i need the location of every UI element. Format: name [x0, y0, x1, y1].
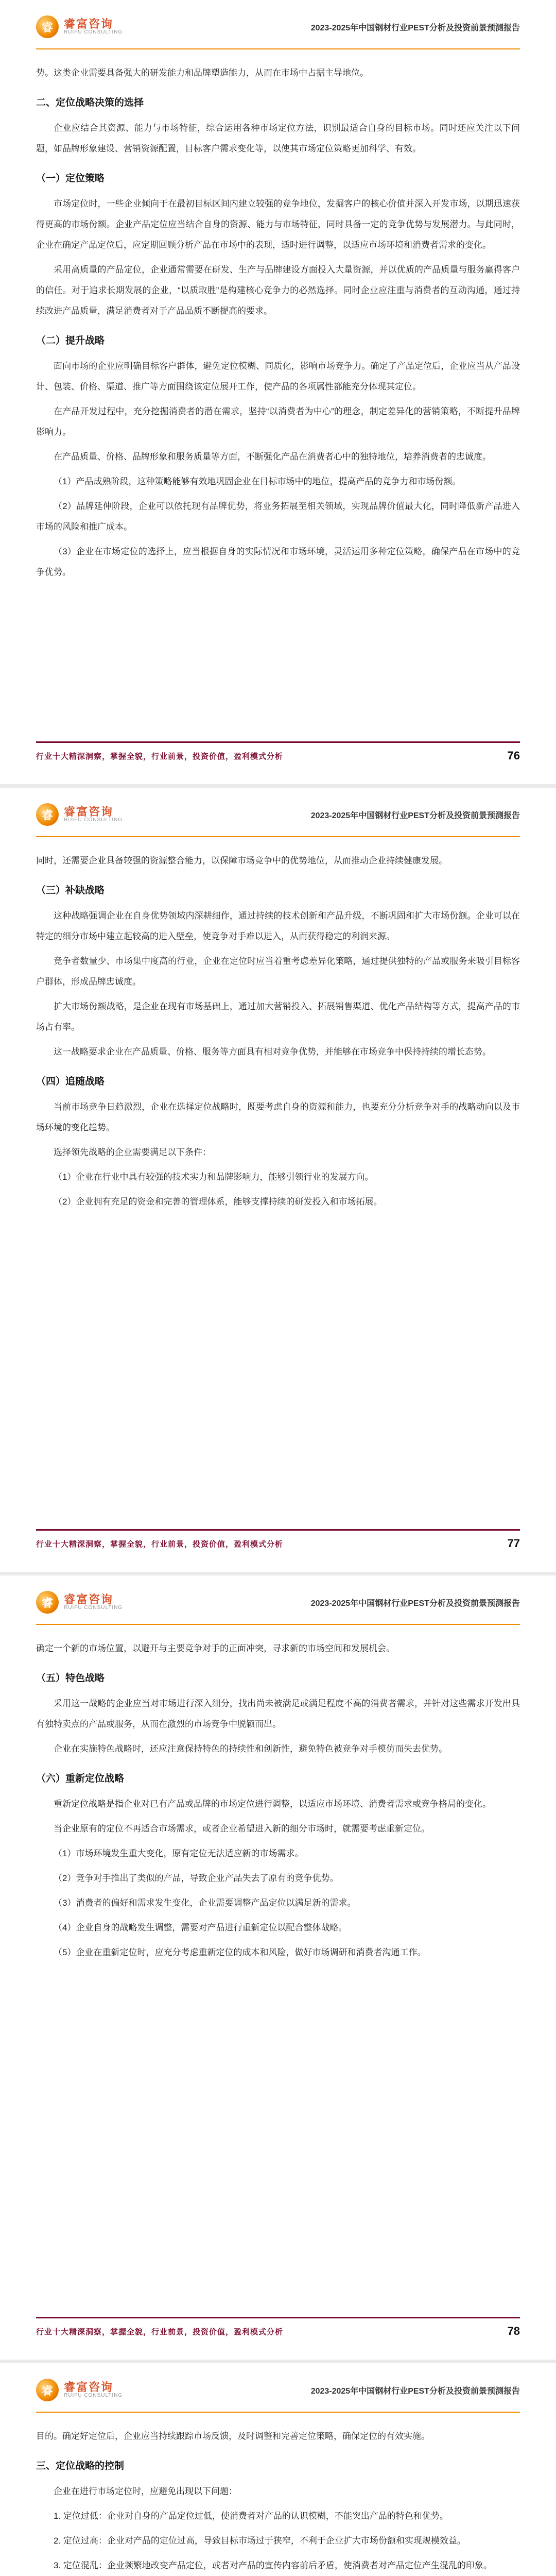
logo-icon: 睿 [36, 2379, 59, 2401]
paragraph: （5）企业在重新定位时，应充分考虑重新定位的成本和风险，做好市场调研和消费者沟通工作。 [54, 1947, 426, 1957]
paragraph: 势。这类企业需要具备强大的研发能力和品牌塑造能力，从而在市场中占据主导地位。 [36, 68, 369, 78]
logo-icon: 睿 [36, 15, 59, 38]
paragraph: 重新定位战略是指企业对已有产品或品牌的市场定位进行调整，以适应市场环境、消费者需求或竞争格局的变化。 [54, 1799, 491, 1809]
company-logo [36, 1591, 123, 1614]
paragraph: 扩大市场份额战略，是企业在现有市场基础上，通过加大营销投入、拓展销售渠道、优化产品结构等方式，提高产品的市场占有率。 [36, 1002, 520, 1032]
paragraph: 当前市场竞争日趋激烈，企业在选择定位战略时，既要考虑自身的资源和能力，也要充分分析竞争对手的战略动向以及市场环境的变化趋势。 [36, 1102, 520, 1132]
page-body [36, 2426, 520, 2576]
report-page [0, 1575, 556, 2360]
paragraph: （3）消费者的偏好和需求发生变化，企业需要调整产品定位以满足新的需求。 [54, 1898, 356, 1908]
paragraph: 企业应结合其资源、能力与市场特征，综合运用各种市场定位方法，识别最适合自身的目标市场。同时还应关注以下问题，如品牌形象建设、营销资源配置，目标客户需求变化等，以使其市场定位策略更加科学、有效。 [36, 123, 520, 154]
page-header [36, 0, 520, 43]
report-title: 2023-2025年中国钢材行业PEST分析及投资前景预测报告 [310, 811, 520, 820]
report-page [0, 788, 556, 1572]
paragraph: 选择领先战略的企业需要满足以下条件： [54, 1147, 211, 1157]
paragraph: 在产品开发过程中，充分挖掘消费者的潜在需求，坚持“以消费者为中心”的理念，制定差异化的营销策略，不断提升品牌影响力。 [36, 406, 520, 437]
paragraph: （3）企业在市场定位的选择上，应当根据自身的实际情况和市场环境，灵活运用多种定位策略，确保产品在市场中的竞争优势。 [36, 547, 520, 577]
paragraph: 企业在进行市场定位时，应避免出现以下问题： [54, 2486, 237, 2496]
page-body [36, 63, 520, 583]
header-divider [36, 1624, 520, 1625]
logo-subtitle: RUIFU CONSULTING [64, 817, 123, 823]
paragraph: 采用高质量的产品定位，企业通常需要在研发、生产与品牌建设方面投入大量资源，并以优质的产品质量与服务赢得客户的信任。对于追求长期发展的企业，“以质取胜”是构建核心竞争力的必然选择。同时企业应注重与消费者的互动沟通，通过持续改进产品质量，满足消费者对于产品品质不断提高的要求。 [36, 265, 520, 316]
section-heading: （三）补缺战略 [36, 885, 105, 896]
paragraph: 企业在实施特色战略时，还应注意保持特色的持续性和创新性，避免特色被竞争对手模仿而失去优势。 [54, 1744, 447, 1754]
report-title: 2023-2025年中国钢材行业PEST分析及投资前景预测报告 [310, 23, 520, 32]
paragraph: 采用这一战略的企业应当对市场进行深入细分，找出尚未被满足或满足程度不高的消费者需求，并针对这些需求开发出具有独特卖点的产品或服务，从而在激烈的市场竞争中脱颖而出。 [36, 1699, 520, 1729]
paragraph: 市场定位时，一些企业倾向于在最初目标区间内建立较强的竞争地位，发掘客户的核心价值并深入开发市场，以期迅速获得更高的市场份额。企业产品定位应当结合自身的资源、能力与市场特征，同时具备一定的竞争优势与发展潜力。与此同时，企业在确定产品定位后，应定期回顾分析产品在市场中的表现，适时进行调整，以适应市场环境和消费者需求的变化。 [36, 199, 520, 250]
footer-slogan: 行业十大精深洞察，掌握全貌，行业前景，投资价值，盈利模式分析 [36, 2327, 284, 2336]
page-number: 78 [507, 2325, 520, 2337]
page-separator [0, 1572, 556, 1575]
logo-name: 睿富咨询 [64, 1593, 114, 1606]
page-body [36, 1638, 520, 1963]
section-heading: （五）特色战略 [36, 1673, 105, 1684]
report-page [0, 2363, 556, 2576]
section-heading: （六）重新定位战略 [36, 1773, 125, 1784]
report-page [0, 0, 556, 784]
section-heading: （一）定位策略 [36, 173, 105, 184]
paragraph: 这一战略要求企业在产品质量、价格、服务等方面具有相对竞争优势，并能够在市场竞争中保持持续的增长态势。 [54, 1047, 491, 1057]
paragraph: （1）企业在行业中具有较强的技术实力和品牌影响力，能够引领行业的发展方向。 [54, 1172, 374, 1182]
page-number: 77 [507, 1537, 520, 1550]
footer-slogan: 行业十大精深洞察，掌握全貌，行业前景，投资价值，盈利模式分析 [36, 752, 284, 761]
page-separator [0, 2360, 556, 2363]
page-number: 76 [507, 749, 520, 762]
paragraph: 面向市场的企业应明确目标客户群体，避免定位模糊、同质化，影响市场竞争力。确定了产品定位后，企业应当从产品设计、包装、价格、渠道、推广等方面围绕该定位展开工作，使产品的各项属性都能充分体现其定位。 [36, 361, 520, 392]
section-heading: 三、定位战略的控制 [36, 2461, 125, 2471]
logo-name: 睿富咨询 [64, 18, 114, 31]
logo-icon: 睿 [36, 1591, 59, 1614]
paragraph: （2）品牌延伸阶段，企业可以依托现有品牌优势，将业务拓展至相关领域，实现品牌价值最大化，同时降低新产品进入市场的风险和推广成本。 [36, 501, 520, 532]
page-footer [36, 2317, 520, 2338]
logo-subtitle: RUIFU CONSULTING [64, 29, 123, 36]
logo-subtitle: RUIFU CONSULTING [64, 1605, 123, 1611]
paragraph: 2. 定位过高：企业对产品的定位过高，导致目标市场过于狭窄，不利于企业扩大市场份额和实现规模效益。 [54, 2536, 466, 2546]
paragraph: （1）产品成熟阶段，这种策略能够有效地巩固企业在目标市场中的地位，提高产品的竞争力和市场份额。 [54, 477, 461, 486]
paragraph: 在产品质量、价格、品牌形象和服务质量等方面，不断强化产品在消费者心中的独特地位，培养消费者的忠诚度。 [54, 452, 491, 462]
paragraph: 3. 定位混乱：企业频繁地改变产品定位，或者对产品的宣传内容前后矛盾，使消费者对产品定位产生混乱的印象。 [54, 2561, 492, 2570]
company-logo [36, 15, 123, 38]
company-logo [36, 803, 123, 826]
header-divider [36, 2412, 520, 2413]
page-header [36, 1575, 520, 1619]
paragraph: 这种战略强调企业在自身优势领域内深耕细作，通过持续的技术创新和产品升级，不断巩固和扩大市场份额。企业可以在特定的细分市场中建立起较高的进入壁垒，使竞争对手难以进入，从而获得稳定的利润来源。 [36, 911, 520, 941]
paragraph: （2）企业拥有充足的资金和完善的管理体系，能够支撑持续的研发投入和市场拓展。 [54, 1197, 383, 1207]
page-footer [36, 1529, 520, 1550]
page-body [36, 851, 520, 1212]
paragraph: 当企业原有的定位不再适合市场需求，或者企业希望进入新的细分市场时，就需要考虑重新定位。 [54, 1824, 430, 1834]
paragraph: 确定一个新的市场位置，以避开与主要竞争对手的正面冲突，寻求新的市场空间和发展机会。 [36, 1643, 395, 1653]
header-divider [36, 48, 520, 49]
header-divider [36, 836, 520, 837]
page-header [36, 2363, 520, 2406]
page-separator [0, 784, 556, 788]
report-title: 2023-2025年中国钢材行业PEST分析及投资前景预测报告 [310, 1599, 520, 1608]
report-title: 2023-2025年中国钢材行业PEST分析及投资前景预测报告 [310, 2386, 520, 2396]
logo-icon: 睿 [36, 803, 59, 826]
paragraph: （4）企业自身的战略发生调整，需要对产品进行重新定位以配合整体战略。 [54, 1923, 348, 1933]
page-header [36, 788, 520, 831]
section-heading: 二、定位战略决策的选择 [36, 97, 144, 108]
section-heading: （二）提升战略 [36, 335, 105, 346]
logo-name: 睿富咨询 [64, 805, 114, 819]
footer-slogan: 行业十大精深洞察，掌握全貌，行业前景，投资价值，盈利模式分析 [36, 1539, 284, 1549]
paragraph: （1）市场环境发生重大变化，原有定位无法适应新的市场需求。 [54, 1849, 304, 1858]
paragraph: 目的。确定好定位后，企业应当持续跟踪市场反馈，及时调整和完善定位策略，确保定位的有效实施。 [36, 2431, 430, 2441]
paragraph: 同时，还需要企业具备较强的资源整合能力，以保障市场竞争中的优势地位，从而推动企业持续健康发展。 [36, 856, 447, 866]
section-heading: （四）追随战略 [36, 1076, 105, 1087]
page-footer [36, 741, 520, 762]
company-logo [36, 2379, 123, 2401]
logo-name: 睿富咨询 [64, 2381, 114, 2394]
paragraph: （2）竞争对手推出了类似的产品，导致企业产品失去了原有的竞争优势。 [54, 1873, 339, 1883]
paragraph: 竞争者数量少、市场集中度高的行业，企业在定位时应当着重考虑差异化策略，通过提供独特的产品或服务来吸引目标客户群体，形成品牌忠诚度。 [36, 956, 520, 987]
logo-subtitle: RUIFU CONSULTING [64, 2393, 123, 2399]
paragraph: 1. 定位过低：企业对自身的产品定位过低，使消费者对产品的认识模糊，不能突出产品的特色和优势。 [54, 2511, 448, 2521]
